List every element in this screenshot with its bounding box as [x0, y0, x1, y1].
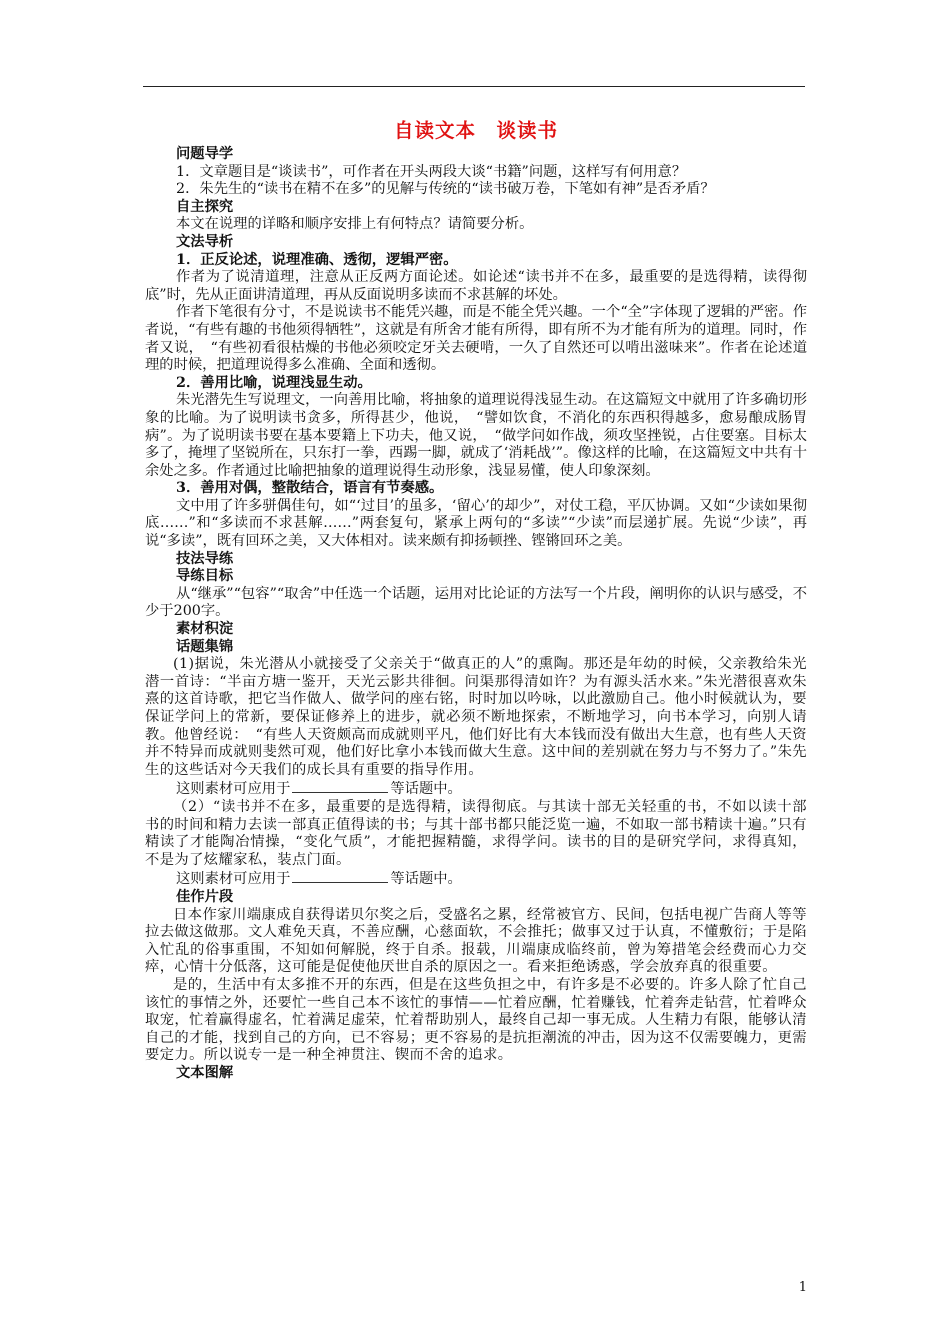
excellent-paragraph-2: 是的，生活中有太多推不开的东西，但是在这些负担之中，有许多是不必要的。许多人除了忙自己该忙的事情之外，还要忙一些自己本不该忙的事情——忙着应酬，忙着赚钱，忙着奔走钻营，忙着哗众取宠，忙着赢得虚名，忙着满足虚荣，忙着帮助别人，最终自己却一事无成。人生精力有限，能够认清自己的才能，找到自己的方向，已不容易；更不容易的是抗拒潮流的冲击，因为这不仅需要魄力，更需要定力。所以说专一是一种全神贯注、锲而不舍的追求。 [145, 976, 807, 1064]
apply-prefix: 这则素材可应用于 [176, 781, 291, 798]
explore-text: 本文在说理的详略和顺序安排上有何特点？请简要分析。 [176, 216, 534, 233]
question-1: 1．文章题目是“谈读书”，可作者在开头两段大谈“书籍”问题，这样写有何用意？ [176, 163, 687, 180]
section-heading-explore: 自主探究 [176, 198, 234, 215]
point-3-paragraph: 文中用了许多骈偶佳句，如“‘过目’的虽多，‘留心’的却少”，对仗工稳，平仄协调。又如“少读如果彻底……”和“多读而不求甚解……”两套复句，紧承上两句的“多读”“少读”而层递扩展。先说“少读”，再说“多读”，既有回环之美，又大体相对。读来颇有抑扬顿挫、铿锵回环之美。 [145, 497, 807, 550]
section-heading-material: 素材积淀 [176, 621, 234, 638]
topic-2-paragraph: （2）“读书并不在多，最重要的是选得精，读得彻底。与其读十部无关轻重的书，不如以读十部书的时间和精力去读一部真正值得读的书；与其十部书都只能泛览一遍，不如取一部书精读十遍。”只有精读了才能陶冶情操，“变化气质”，才能把握精髓，求得学问。读书的目的是研究学问，求得真知，不是为了炫耀家私，装点门面。 [145, 798, 807, 868]
point-2-paragraph: 朱光潜先生写说理文，一向善用比喻，将抽象的道理说得浅显生动。在这篇短文中就用了许多确切形象的比喻。为了说明读书贪多，所得甚少，他说， “譬如饮食，不消化的东西积得越多，愈易酿成肠胃病”。为了说明读书要在基本要籍上下功夫，他又说， “做学问如作战，须攻坚挫锐，占住要塞。目标太多了，掩埋了坚锐所在，只东打一拳，西踢一脚，就成了‘消耗战’”。像这样的比喻，在这篇短文中共有十余处之多。作者通过比喻把抽象的道理说得生动形象，浅显易懂，使人印象深刻。 [145, 392, 807, 479]
section-heading-topics: 话题集锦 [176, 638, 234, 655]
point-1-paragraph-1: 作者为了说清道理，注意从正反两方面论述。如论述“读书并不在多，最重要的是选得精，读得彻底”时，先从正面讲清道理，再从反面说明多读而不求甚解的坏处。 [145, 269, 807, 303]
topic-2-apply [145, 869, 807, 889]
point-3-heading: 3．善用对偶，整散结合，语言有节奏感。 [176, 480, 444, 497]
section-heading-skills: 技法导练 [176, 550, 234, 567]
apply-prefix: 这则素材可应用于 [176, 871, 291, 888]
question-2: 2．朱先生的“读书在精不在多”的见解与传统的“读书破万卷，下笔如有神”是否矛盾？ [176, 181, 715, 198]
topic-1-apply [145, 779, 807, 799]
point-1-heading: 1．正反论述，说理准确、透彻，逻辑严密。 [176, 251, 458, 268]
target-text: 从“继承”“包容”“取舍”中任选一个话题，运用对比论证的方法写一个片段，阐明你的认识与感受，不少于200字。 [145, 585, 807, 620]
apply-suffix: 等话题中。 [390, 871, 462, 888]
page-number: 1 [798, 1280, 807, 1295]
fill-blank-1 [292, 779, 388, 793]
section-heading-excellent: 佳作片段 [176, 888, 234, 905]
header-rule [143, 86, 805, 87]
document-body [145, 117, 807, 1082]
fill-blank-2 [292, 869, 388, 883]
page-title: 自读文本 谈读书 [393, 119, 558, 142]
topic-1-paragraph: (1)据说，朱光潜从小就接受了父亲关于“做真正的人”的熏陶。那还是年幼的时候，父亲教给朱光潜一首诗：“半亩方塘一鉴开，天光云影共徘徊。问渠那得清如许？为有源头活水来。”朱光潜很喜欢朱熹的这首诗歌，把它当作做人、做学问的座右铭，时时加以吟咏，以此激励自己。他小时候就认为，要保证学问上的常新，要保证修养上的进步，就必须不断地探索，不断地学习，向书本学习，向别人请教。他曾经说： “有些人天资颇高而成就则平凡，他们好比有大本钱而没有做出大生意，也有些人天资并不特异而成就则斐然可观，他们好比拿小本钱而做大生意。这中间的差别就在努力与不努力了。”朱先生的这些话对今天我们的成长具有重要的指导作用。 [145, 656, 807, 778]
point-2-heading: 2．善用比喻，说理浅显生动。 [176, 374, 372, 391]
section-heading-diagram: 文本图解 [176, 1064, 234, 1081]
section-heading-guide: 问题导学 [176, 146, 234, 162]
section-heading-analysis: 文法导析 [176, 233, 234, 250]
section-heading-target: 导练目标 [176, 568, 234, 585]
apply-suffix: 等话题中。 [390, 781, 462, 798]
point-1-paragraph-2: 作者下笔很有分寸，不是说读书不能凭兴趣，而是不能全凭兴趣。一个“全”字体现了逻辑的严密。作者说，“有些有趣的书他须得牺牲”，这就是有所舍才能有所得，即有所不为才能有所为的道理。同时，作者又说， “有些初看很枯燥的书他必须咬定牙关去硬啃，一久了自然还可以啃出滋味来”。作者在论述道理的时候，把道理说得多么准确、全面和透彻。 [145, 304, 807, 374]
excellent-paragraph-1: 日本作家川端康成自获得诺贝尔奖之后，受盛名之累，经常被官方、民间，包括电视广告商人等等拉去做这做那。文人难免天真，不善应酬，心慈面软，不会推托；做事又过于认真，不懂敷衍；于是陷入忙乱的俗事重围，不知如何解脱，终于自杀。报载，川端康成临终前，曾为筹措笔会经费而心力交瘁，心情十分低落，这可能是促使他厌世自杀的原因之一。看来拒绝诱惑，学会放弃真的很重要。 [145, 906, 807, 976]
